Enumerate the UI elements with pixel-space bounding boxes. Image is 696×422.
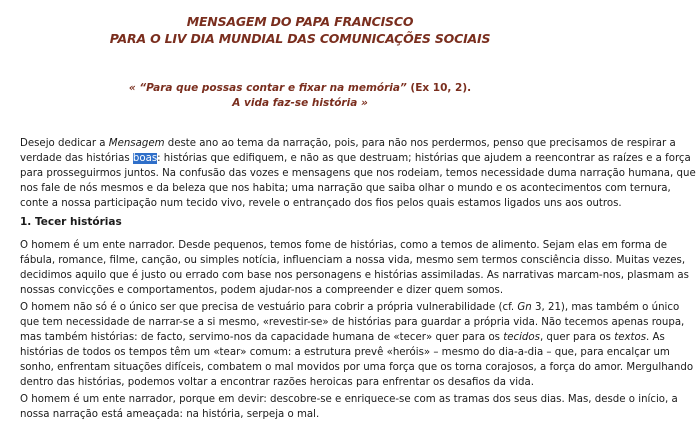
section-heading: 1. Tecer histórias	[20, 216, 122, 228]
text-line: O homem é um ente narrador, porque em devir: descobre-se e enriquece-se com as tramas dos seus dias. Mas, desde o início, a	[20, 394, 678, 405]
paragraph-3	[20, 392, 678, 422]
paragraph-2	[20, 300, 694, 390]
epigraph-quote: « “Para que possas contar e fixar na memória”	[128, 82, 407, 94]
text-run: verdade das histórias	[20, 153, 133, 164]
text-line	[20, 300, 680, 315]
text-line: nossa narração está ameaçada: na história, serpeja o mal.	[20, 409, 320, 420]
text-run: . As	[646, 332, 665, 343]
emphasis-text: Gn	[517, 302, 532, 313]
epigraph-line-2: A vida faz-se história »	[232, 97, 368, 109]
text-line: para prosseguirmos juntos. Na confusão das vozes e mensagens que nos rodeiam, temos necessidade duma narração humana, que	[20, 168, 696, 179]
text-line: sonho, enfrentam situações difíceis, combatem o mal movidos por uma força que os torna corajosos, a força do amor. Mergulhando	[20, 362, 694, 373]
text-line: O homem é um ente narrador. Desde pequenos, temos fome de histórias, como a temos de alimento. Sejam elas em forma de	[20, 240, 668, 251]
emphasis-text: Mensagem	[108, 138, 165, 149]
text-line	[20, 151, 691, 166]
text-line: conte a nossa participação num tecido vivo, revele o entrançado dos fios pelos quais estamos ligados uns aos outros.	[20, 198, 622, 209]
text-run: O homem não só é o único ser que precisa de vestuário para cobrir a própria vulnerabilidade (cf.	[20, 302, 518, 313]
text-run: Desejo dedicar a	[20, 138, 109, 149]
text-line: histórias de todos os tempos têm um «tear» comum: a estrutura prevê «heróis» – mesmo do dia-a-dia – que, para encalçar um	[20, 347, 670, 358]
emphasis-text: tecidos	[503, 332, 540, 343]
emphasis-text: textos	[614, 332, 647, 343]
text-run: mas também histórias: de facto, servimo-nos da capacidade humana de «tecer» quer para os	[20, 332, 504, 343]
text-run: 3, 21), mas também o único	[531, 302, 680, 313]
epigraph-line-1	[0, 82, 600, 94]
text-line: decidimos aquilo que é justo ou errado com base nos personagens e histórias assimiladas. As narrativas marcam-nos, plasmam as	[20, 270, 689, 281]
text-run: , quer para os	[539, 332, 615, 343]
text-line: nossas convicções e comportamentos, podem ajudar-nos a compreender e dizer quem somos.	[20, 285, 504, 296]
text-run: deste ano ao tema da narração, pois, para não nos perdermos, penso que precisamos de respirar a	[164, 138, 676, 149]
selected-word[interactable]: boas	[132, 153, 158, 164]
document-title-line-1: MENSAGEM DO PAPA FRANCISCO	[186, 14, 414, 29]
text-line: nos fale de nós mesmos e da beleza que nos habita; uma narração que saiba olhar o mundo e os acontecimentos com ternura,	[20, 183, 671, 194]
text-line: fábula, romance, filme, canção, ou simples notícia, influenciam a nossa vida, mesmo sem termos consciência disso. Muitas vezes,	[20, 255, 686, 266]
epigraph-reference: (Ex 10, 2).	[406, 82, 472, 94]
text-line	[20, 330, 665, 345]
text-line: dentro das histórias, podemos voltar a encontrar razões heroicas para enfrentar os desafios da vida.	[20, 377, 535, 388]
paragraph-1	[20, 238, 689, 298]
text-run: : histórias que edifiquem, e não as que destruam; histórias que ajudem a reencontrar as raízes e a força	[157, 153, 691, 164]
intro-paragraph	[20, 136, 696, 211]
text-line: que tem necessidade de narrar-se a si mesmo, «revestir-se» de histórias para guardar a própria vida. Não tecemos apenas roupa,	[20, 317, 685, 328]
document-title-line-2: PARA O LIV DIA MUNDIAL DAS COMUNICAÇÕES SOCIAIS	[109, 31, 491, 46]
text-line	[20, 136, 676, 151]
